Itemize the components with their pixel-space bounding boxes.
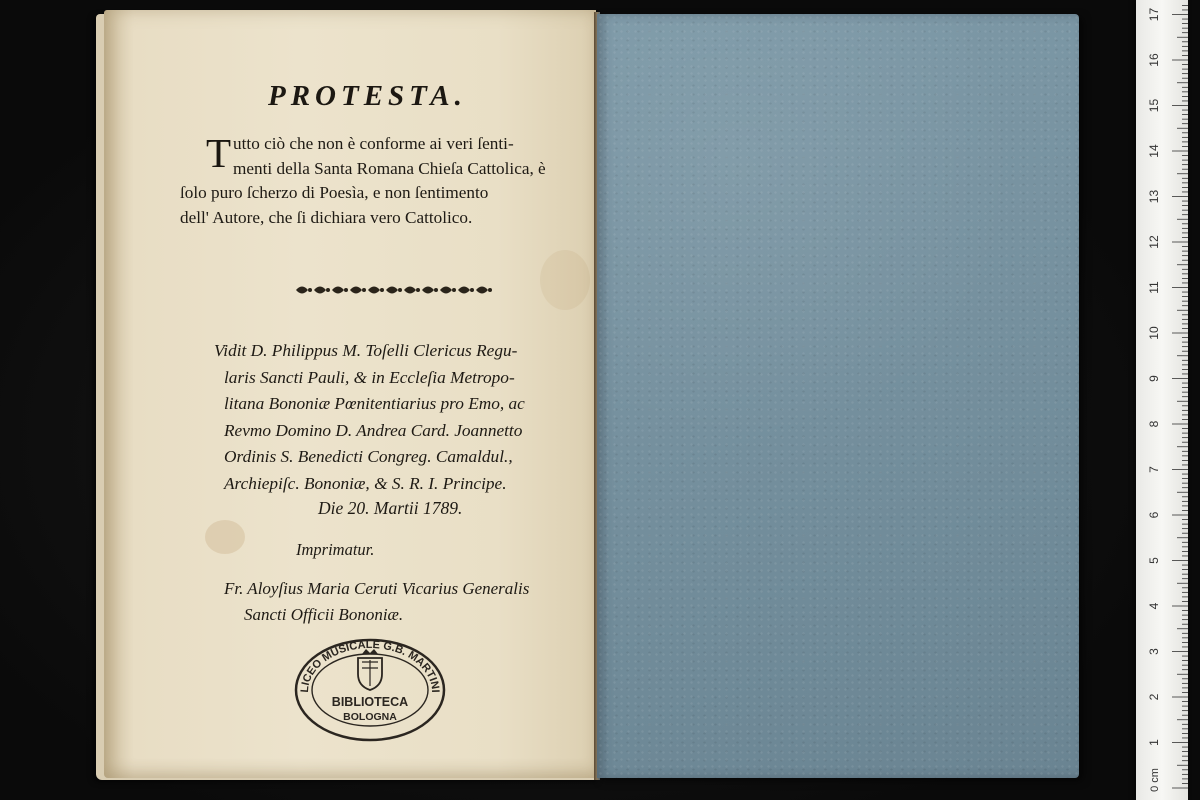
disclaimer-paragraph [180,130,598,230]
ruler-tick-label: 16 [1147,53,1161,67]
library-stamp [290,632,450,744]
approval-line: laris Sancti Pauli, & in Eccleſia Metropo- [224,367,515,387]
ruler-tick-label: 1 [1147,739,1161,746]
imprimatur-label: Imprimatur. [296,540,375,559]
paper-stain [205,520,245,554]
signer-line: Fr. Aloyſius Maria Ceruti Vicarius Generalis [224,579,530,598]
page-title: PROTESTA. [268,80,467,112]
approval-line: Ordinis S. Benedicti Congreg. Camaldul., [224,447,513,466]
blue-paper-cover [597,14,1079,778]
stamp-inner-text: BIBLIOTECA [331,695,409,709]
signer-line: Sancti Officii Bononiæ. [244,605,404,624]
ornament-divider-icon [292,282,502,298]
approval-line: Revmo Domino D. Andrea Card. Joannetto [224,420,523,440]
ruler-tick-label: 8 [1147,420,1161,428]
ruler-tick-label: 5 [1147,557,1161,564]
approval-line: Archiepiſc. Bononiæ, & S. R. I. Principe. [224,473,507,493]
stamp-outer-text: LICEO MUSICALE G.B. MARTINI [298,638,442,694]
approval-paragraph [214,338,598,497]
signer-block [224,576,600,628]
ruler-tick-label: 17 [1147,7,1161,22]
ruler-tick-label: 13 [1147,189,1161,204]
disclaimer-line: dell' Autore, che ſi dichiara vero Cattolico. [180,207,473,227]
ruler-tick-label: 7 [1147,466,1161,473]
ruler-tick-label: 11 [1147,281,1161,294]
paper-stain [540,250,590,310]
drop-cap: T [206,130,232,176]
approval-line: Vidit D. Philippus M. Toſelli Clericus Regu- [214,341,518,360]
disclaimer-line: utto ciò che non è conforme ai veri ſenti- [233,134,514,153]
ruler-tick-label: 3 [1147,648,1161,655]
approval-line: litana Bononiæ Pœnitentiarius pro Emo, ac [224,394,525,413]
ruler-tick-label: 10 [1147,326,1161,340]
stamp-city-text: BOLOGNA [343,711,397,723]
ruler-scale [1136,0,1188,800]
ruler-tick-label: 9 [1147,375,1161,382]
ruler-tick-label: 12 [1147,235,1161,249]
ruler-tick-label: 15 [1147,98,1161,113]
ruler-tick-label: 6 [1147,511,1161,519]
cover-texture [597,14,1079,778]
coat-of-arms-icon [358,649,382,690]
ruler-tick-label: 14 [1147,144,1161,158]
ruler-unit-label: 0 cm [1149,768,1161,792]
disclaimer-line: ſolo puro ſcherzo di Poesìa, e non ſentimento [180,183,489,202]
ruler-tick-label: 4 [1147,602,1161,610]
ruler-tick-label: 2 [1147,693,1161,701]
approval-date: Die 20. Martii 1789. [318,498,463,518]
disclaimer-line: menti della Santa Romana Chieſa Cattolica, è [233,158,546,178]
measuring-ruler [1136,0,1188,800]
